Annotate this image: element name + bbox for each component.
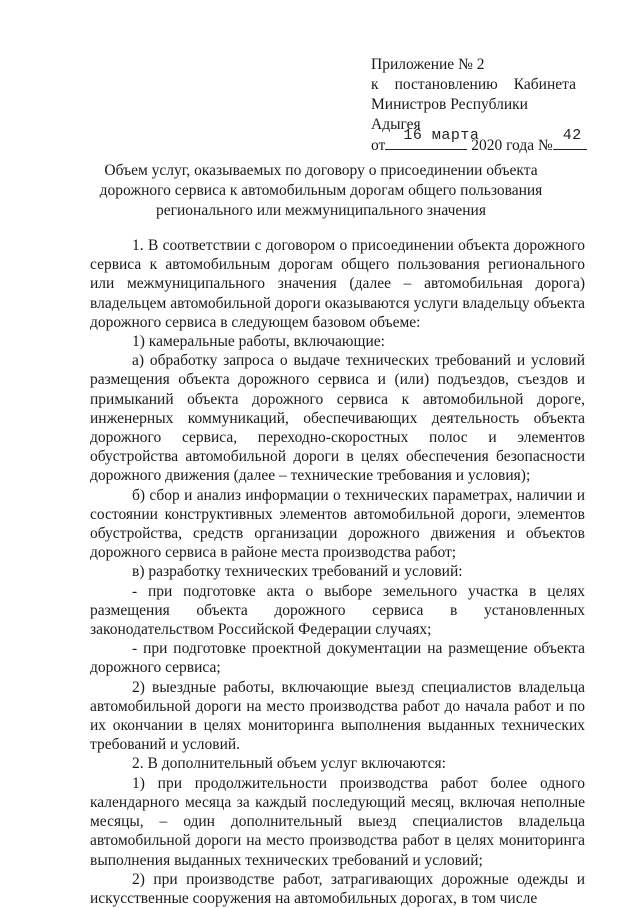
paragraph: 1) при продолжительности производства работ более одного календарного месяца за каждый последующий месяц, включая неполные месяцы, – один дополнительный выезд специалистов владельца автомобильной дороги на место производства работ в целях мониторинга выполнения выданных технических требований и условий;: [90, 774, 585, 869]
appendix-resolution-ref: к постановлению Кабинета: [371, 76, 576, 93]
date-blank: [385, 127, 480, 150]
paragraph: в) разработку технических требований и условий:: [132, 563, 463, 581]
paragraph: 2) выездные работы, включающие выезд специалистов владельца автомобильной дороги на место производства работ до начала работ и по их окончании в целях мониторинга выполнения выданных технических требований и условий.: [90, 678, 585, 754]
paragraph: - при подготовке акта о выборе земельного участка в целях размещения объекта дорожного сервиса в установленных законодательством Российской Федерации случаях;: [90, 582, 585, 639]
date-prefix: от: [371, 137, 386, 154]
appendix-number: Приложение № 2: [371, 56, 485, 73]
paragraph: 2) при производстве работ, затрагивающих дорожные одежды и искусственные сооружения на автомобильных дорогах, в том числе: [90, 870, 585, 907]
paragraph: б) сбор и анализ информации о технических параметрах, наличии и состоянии конструктивных элементов автомобильной дороги, элементов обустройства, средств организации дорожного движения и объектов дорожного сервиса в районе места производства работ;: [90, 486, 585, 562]
paragraph: а) обработку запроса о выдаче технических требований и условий размещения объекта дорожного сервиса и (или) подъездов, съездов и примыканий объекта дорожного сервиса к автомобильной дороге, инженерных коммуникаций, обеспечивающих деятельность объекта дорожного сервиса, переходно-скоростных полос и элементов обустройства автомобильной дороги в целях обеспечения безопасности дорожного движения (далее – технические требования и условия);: [90, 352, 585, 485]
appendix-date-line: [371, 127, 582, 156]
paragraph: 1) камеральные работы, включающие:: [132, 333, 385, 351]
appendix-header: [371, 55, 582, 156]
handwritten-date: 16 марта: [403, 127, 480, 144]
document-title: Объем услуг, оказываемых по договору о присоединении объекта дорожного сервиса к автомобильным дорогам общего пользования регионального или межмуниципального значения: [99, 162, 543, 219]
paragraph: - при подготовке проектной документации на размещение объекта дорожного сервиса;: [90, 640, 585, 677]
paragraph: 2. В дополнительный объем услуг включаются:: [132, 755, 446, 773]
handwritten-number: 42: [562, 127, 582, 144]
paragraph: 1. В соответствии с договором о присоединении объекта дорожного сервиса к автомобильным дорогам общего пользования регионального или межмуниципального значения (далее – автомобильная дорога) владельцем автомобильной дороги оказываются услуги владельцу объекта дорожного сервиса в следующем базовом объеме:: [90, 237, 585, 331]
appendix-issuer: Министров Республики Адыгея: [371, 96, 528, 133]
number-blank: [553, 127, 587, 150]
document-body: [90, 236, 585, 908]
year-text: 2020 года №: [471, 137, 553, 154]
